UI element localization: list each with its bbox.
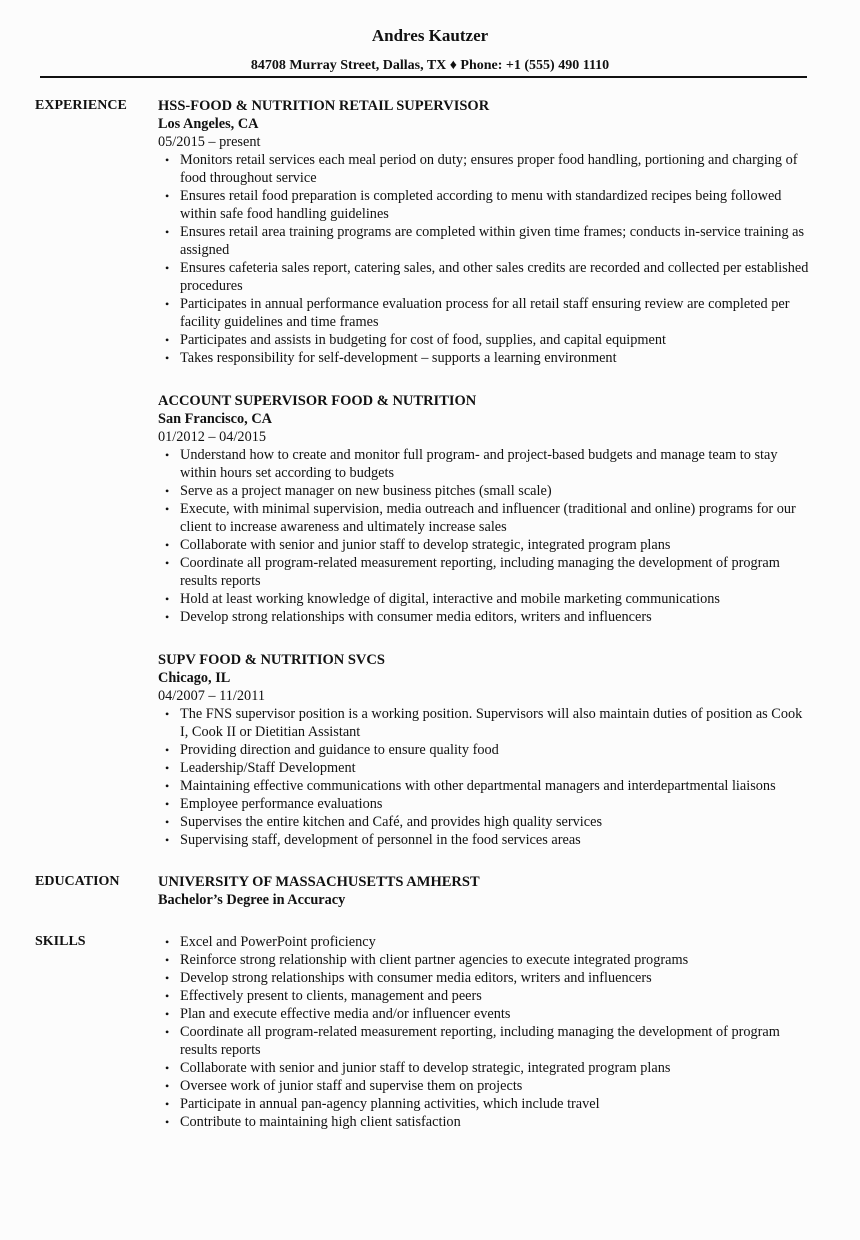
list-item: • Hold at least working knowledge of digital, interactive and mobile marketing communications [158, 590, 810, 608]
skill-item: • Effectively present to clients, management and peers [158, 987, 810, 1005]
skill-item: • Plan and execute effective media and/or influencer events [158, 1005, 810, 1023]
skill-item: • Excel and PowerPoint proficiency [158, 933, 810, 951]
list-item: • Serve as a project manager on new business pitches (small scale) [158, 482, 810, 500]
list-item: • Ensures retail food preparation is completed according to menu with standardized recipes being followed within safe food handling guidelines [158, 187, 810, 223]
school-name: UNIVERSITY OF MASSACHUSETTS AMHERST [158, 874, 480, 890]
job-title: HSS-FOOD & NUTRITION RETAIL SUPERVISOR [158, 98, 490, 114]
resume-body [35, 97, 815, 1155]
list-item: • Participates and assists in budgeting for cost of food, supplies, and capital equipment [158, 331, 810, 349]
skills-list [158, 933, 808, 1131]
job-location: Chicago, IL [158, 670, 231, 686]
section-label-experience: EXPERIENCE [35, 98, 127, 113]
experience-section [35, 97, 815, 849]
list-item: • Leadership/Staff Development [158, 759, 810, 777]
list-item: • Understand how to create and monitor full program- and project-based budgets and manage team to stay within hours set according to budgets [158, 446, 810, 482]
list-item: • Ensures cafeteria sales report, catering sales, and other sales credits are recorded and collected per established procedures [158, 259, 810, 295]
degree: Bachelor’s Degree in Accuracy [158, 892, 346, 908]
list-item: • Participates in annual performance evaluation process for all retail staff ensuring review are completed per facility guidelines and time frames [158, 295, 810, 331]
education-section [35, 873, 815, 909]
job-title: ACCOUNT SUPERVISOR FOOD & NUTRITION [158, 393, 477, 409]
job-dates: 05/2015 – present [158, 134, 261, 150]
skill-item: • Coordinate all program-related measurement reporting, including managing the development of program results reports [158, 1023, 810, 1059]
section-label-education: EDUCATION [35, 874, 120, 889]
list-item: • Providing direction and guidance to ensure quality food [158, 741, 810, 759]
job-location: Los Angeles, CA [158, 116, 259, 132]
section-label-skills: SKILLS [35, 934, 86, 949]
list-item: • Execute, with minimal supervision, media outreach and influencer (traditional and online) programs for our client to increase awareness and ultimately increase sales [158, 500, 810, 536]
job-dates: 04/2007 – 11/2011 [158, 688, 265, 704]
skill-item: • Develop strong relationships with consumer media editors, writers and influencers [158, 969, 810, 987]
job-dates: 01/2012 – 04/2015 [158, 429, 267, 445]
list-item: • Takes responsibility for self-development – supports a learning environment [158, 349, 810, 367]
job-entry [158, 97, 808, 367]
job-bullets [158, 446, 808, 626]
resume-name: Andres Kautzer [371, 26, 489, 45]
job-entry [158, 651, 808, 849]
job-bullets [158, 151, 808, 367]
list-item: • Collaborate with senior and junior staff to develop strategic, integrated program plans [158, 536, 810, 554]
list-item: • Supervising staff, development of personnel in the food services areas [158, 831, 810, 849]
list-item: • Supervises the entire kitchen and Café, and provides high quality services [158, 813, 810, 831]
experience-list [158, 97, 808, 849]
skill-item: • Reinforce strong relationship with client partner agencies to execute integrated programs [158, 951, 810, 969]
skill-item: • Collaborate with senior and junior staff to develop strategic, integrated program plans [158, 1059, 810, 1077]
list-item: • Monitors retail services each meal period on duty; ensures proper food handling, portioning and charging of food throughout service [158, 151, 810, 187]
header-divider [40, 76, 807, 78]
list-item: • Coordinate all program-related measurement reporting, including managing the development of program results reports [158, 554, 810, 590]
list-item: • Ensures retail area training programs are completed within given time frames; conducts in-service training as assigned [158, 223, 810, 259]
job-entry [158, 392, 808, 626]
job-location: San Francisco, CA [158, 411, 272, 427]
skill-item: • Oversee work of junior staff and supervise them on projects [158, 1077, 810, 1095]
skill-item: • Participate in annual pan-agency planning activities, which include travel [158, 1095, 810, 1113]
list-item: • The FNS supervisor position is a working position. Supervisors will also maintain duties of position as Cook I, Cook II or Dietitian Assistant [158, 705, 810, 741]
job-title: SUPV FOOD & NUTRITION SVCS [158, 652, 385, 668]
skills-section [35, 933, 815, 1131]
job-bullets [158, 705, 808, 849]
list-item: • Develop strong relationships with consumer media editors, writers and influencers [158, 608, 810, 626]
skill-item: • Contribute to maintaining high client satisfaction [158, 1113, 810, 1131]
list-item: • Employee performance evaluations [158, 795, 810, 813]
contact-info: 84708 Murray Street, Dallas, TX ♦ Phone: +1 (555) 490 1110 [250, 58, 610, 73]
list-item: • Maintaining effective communications with other departmental managers and interdepartmental liaisons [158, 777, 810, 795]
